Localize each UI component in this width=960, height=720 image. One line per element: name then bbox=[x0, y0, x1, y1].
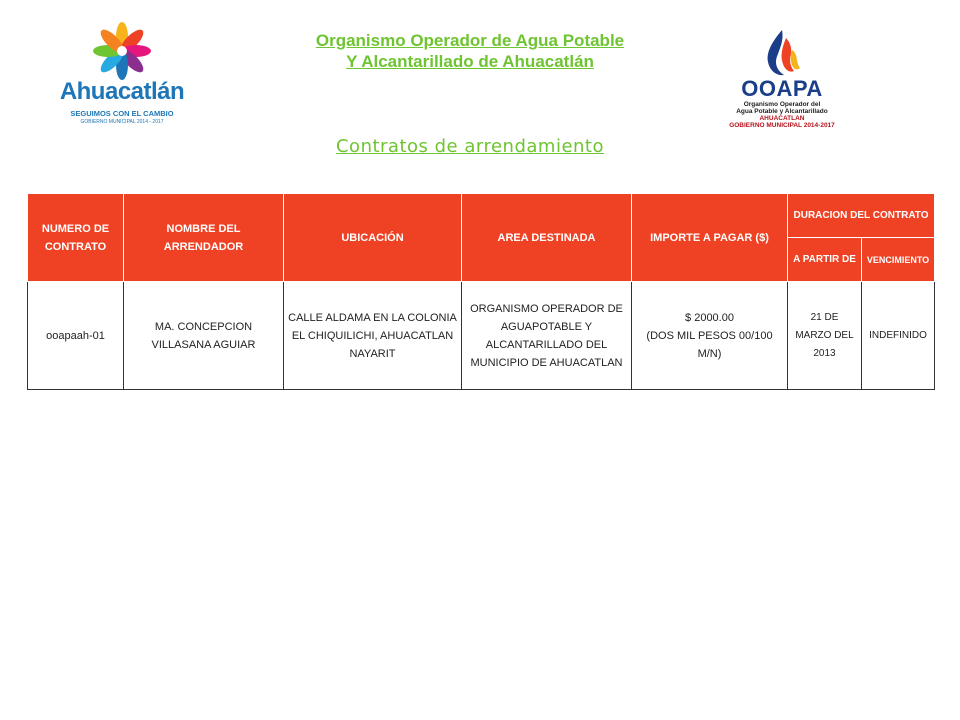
pinwheel-logo-icon bbox=[58, 22, 186, 80]
ooapa-logo-name: OOAPA bbox=[741, 76, 823, 101]
contracts-table bbox=[27, 193, 935, 390]
table-row bbox=[28, 282, 935, 390]
cell-a-partir: 21 DE MARZO DEL 2013 bbox=[788, 282, 862, 390]
ahuacatlan-logo-term: GOBIERNO MUNICIPAL 2014 - 2017 bbox=[80, 119, 164, 125]
ooapa-logo-line3: AHUACATLAN bbox=[759, 115, 805, 122]
ahuacatlan-logo-name: Ahuacatlán bbox=[59, 78, 185, 105]
page-subtitle: Contratos de arrendamiento bbox=[335, 136, 604, 157]
ooapa-logo-line4: GOBIERNO MUNICIPAL 2014-2017 bbox=[729, 122, 835, 129]
ahuacatlan-logo bbox=[58, 22, 186, 134]
header-importe-pagar: IMPORTE A PAGAR ($) bbox=[632, 194, 788, 282]
cell-nombre: MA. CONCEPCION VILLASANA AGUIAR bbox=[124, 282, 284, 390]
header-area-destinada: AREA DESTINADA bbox=[462, 194, 632, 282]
cell-area: ORGANISMO OPERADOR DE AGUAPOTABLE Y ALCANTARILLADO DEL MUNICIPIO DE AHUACATLAN bbox=[462, 282, 632, 390]
header-vencimiento: VENCIMIENTO bbox=[862, 238, 935, 282]
ooapa-logo-line1: Organismo Operador del bbox=[743, 101, 821, 108]
cell-importe bbox=[632, 282, 788, 390]
header-numero-contrato: NUMERO DE CONTRATO bbox=[28, 194, 124, 282]
cell-ubicacion: CALLE ALDAMA EN LA COLONIA EL CHIQUILICHI, AHUACATLAN NAYARIT bbox=[284, 282, 462, 390]
page-title bbox=[200, 30, 740, 72]
cell-vencimiento: INDEFINIDO bbox=[862, 282, 935, 390]
ooapa-logo bbox=[722, 28, 842, 132]
header-a-partir-de: A PARTIR DE bbox=[788, 238, 862, 282]
cell-numero: ooapaah-01 bbox=[28, 282, 124, 390]
flame-drop-logo-icon bbox=[722, 28, 842, 78]
header-ubicacion: UBICACIÓN bbox=[284, 194, 462, 282]
header-duracion-contrato: DURACION DEL CONTRATO bbox=[788, 194, 935, 238]
title-line-2: Y Alcantarillado de Ahuacatlán bbox=[346, 52, 594, 71]
ooapa-logo-line2: Agua Potable y Alcantarillado bbox=[736, 108, 828, 115]
cell-importe-words: (DOS MIL PESOS 00/100 M/N) bbox=[646, 329, 773, 360]
header-nombre-arrendador: NOMBRE DEL ARRENDADOR bbox=[124, 194, 284, 282]
title-line-1: Organismo Operador de Agua Potable bbox=[315, 31, 625, 50]
cell-importe-amount: $ 2000.00 bbox=[685, 311, 734, 324]
ahuacatlan-logo-slogan: SEGUIMOS CON EL CAMBIO bbox=[70, 109, 174, 118]
